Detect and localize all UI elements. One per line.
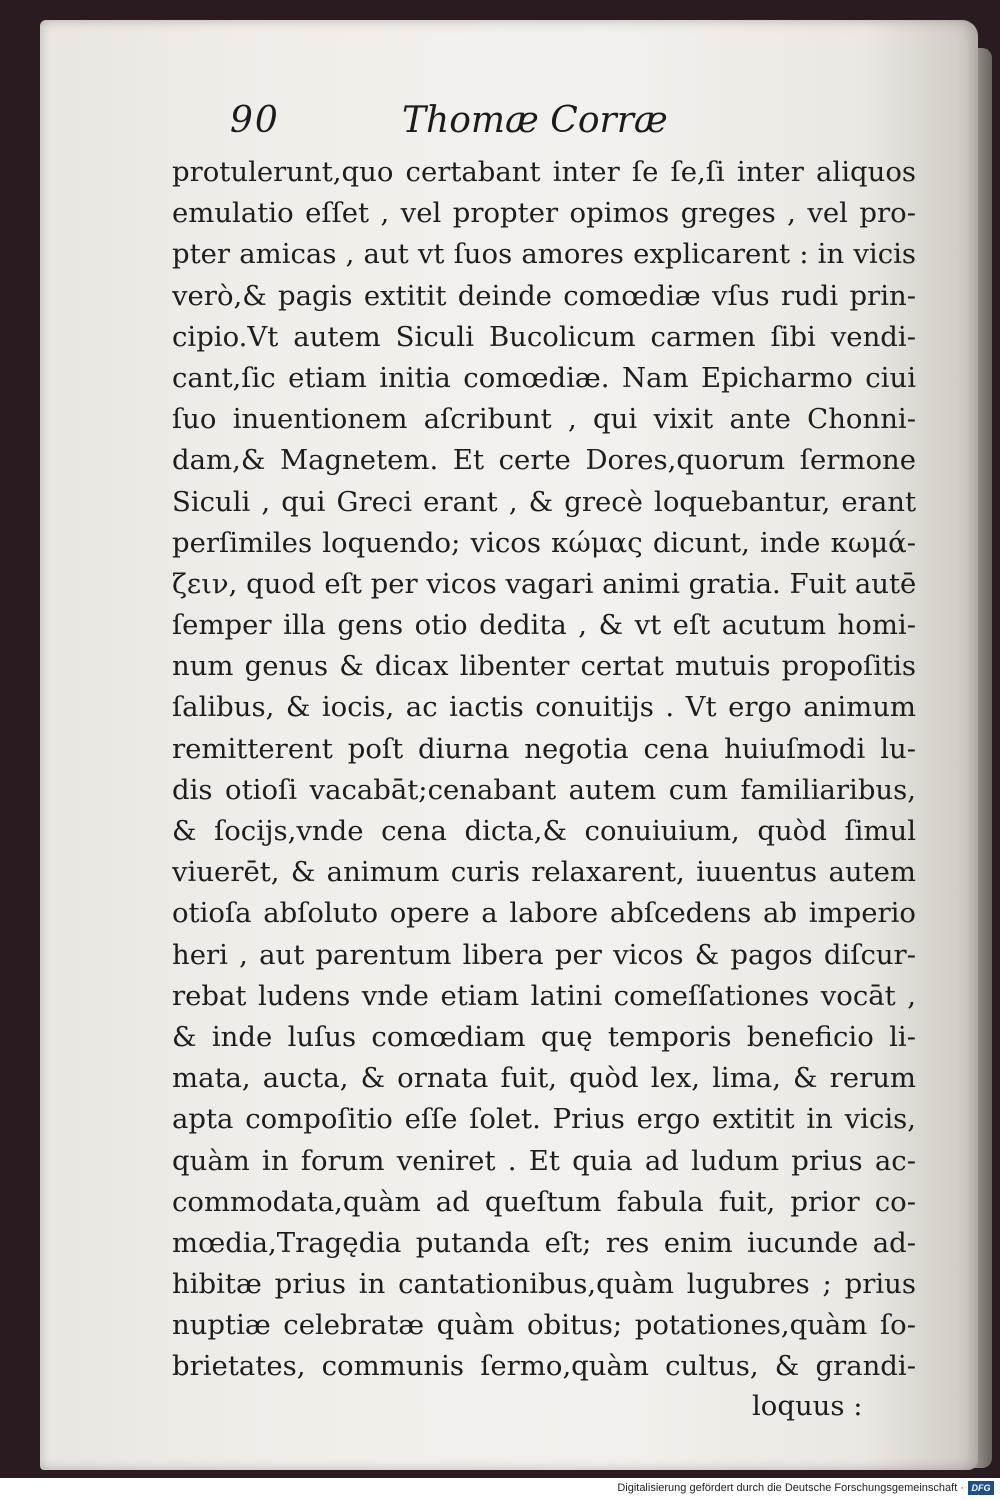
digitization-footer [0, 1478, 1000, 1500]
text-line: mœdia,Tragędia putanda eſt; res enim iucunde ad- [172, 1226, 916, 1259]
text-line: ζειν, quod eſt per vicos vagari animi gratia. Fuit autē [172, 567, 916, 600]
text-line: ſemper illa gens otio dedita , & vt eſt acutum homi- [172, 609, 916, 642]
text-line: brietates, communis ſermo,quàm cultus, & grandi- [172, 1350, 916, 1383]
text-line: dam,& Magnetem. Et certe Dores,quorum ſermone [172, 444, 916, 477]
text-line: pter amicas , aut vt ſuos amores explicarent : in vicis [172, 238, 916, 271]
text-line: & inde luſus comœdiam quę temporis beneficio li- [172, 1020, 916, 1053]
text-line: Siculi , qui Greci erant , & grecè loquebantur, erant [172, 485, 916, 518]
text-line: viuerēt, & animum curis relaxarent, iuuentus autem [172, 856, 916, 889]
body-text [172, 152, 916, 1388]
text-line: ſuo inuentionem aſcribunt , qui vixit ante Chonni- [172, 403, 916, 436]
text-line: & ſocijs,vnde cena dicta,& conuiuium, quòd ſimul [172, 815, 916, 847]
text-line: quàm in forum veniret . Et quia ad ludum prius ac- [172, 1144, 916, 1177]
text-line: hibitæ prius in cantationibus,quàm lugubres ; prius [172, 1268, 916, 1301]
catchword: loquus : [752, 1390, 863, 1422]
text-line: nuptiæ celebratæ quàm obitus; potationes,quàm ſo- [172, 1309, 916, 1342]
text-line: apta compoſitio eſſe ſolet. Prius ergo extitit in vicis, [172, 1103, 916, 1136]
page-number: 90 [230, 100, 280, 141]
text-line: otioſa abſoluto opere a labore abſcedens ab imperio [172, 897, 916, 930]
text-line: perſimiles loquendo; vicos κώμας dicunt, inde κωμά- [172, 526, 916, 559]
running-head: Thomæ Corræ [402, 100, 668, 141]
text-line: mata, aucta, & ornata fuit, quòd lex, lima, & rerum [172, 1062, 916, 1095]
text-line: emulatio eſſet , vel propter opimos greges , vel pro- [172, 197, 916, 230]
text-line: cipio.Vt autem Siculi Bucolicum carmen ſibi vendi- [172, 320, 916, 353]
text-line: heri , aut parentum libera per vicos & pagos diſcur- [172, 938, 916, 971]
text-line: commodata,quàm ad queſtum fabula fuit, prior co- [172, 1185, 916, 1218]
text-line: rebat ludens vnde etiam latini comeſſationes vocāt , [172, 979, 916, 1012]
text-line: cant,ſic etiam initia comœdiæ. Nam Epicharmo ciui [172, 361, 916, 394]
page-header [230, 100, 710, 150]
footer-credit: Digitalisierung gefördert durch die Deutsche Forschungsgemeinschaft · [617, 1482, 964, 1494]
text-line: verò,& pagis extitit deinde comœdiæ vſus rudi prin- [172, 279, 916, 312]
text-line: num genus & dicax libenter certat mutuis propoſitis [172, 650, 916, 683]
text-line: dis otioſi vacabāt;cenabant autem cum familiaribus, [172, 773, 916, 806]
text-line: ſalibus, & iocis, ac iactis conuitijs . Vt ergo animum [172, 691, 916, 724]
text-line: protulerunt,quo certabant inter ſe ſe,ſi inter aliquos [172, 156, 916, 188]
dfg-logo: DFG [968, 1481, 994, 1495]
text-line: remitterent poſt diurna negotia cena huiuſmodi lu- [172, 732, 916, 765]
show-through-text [840, 70, 930, 110]
